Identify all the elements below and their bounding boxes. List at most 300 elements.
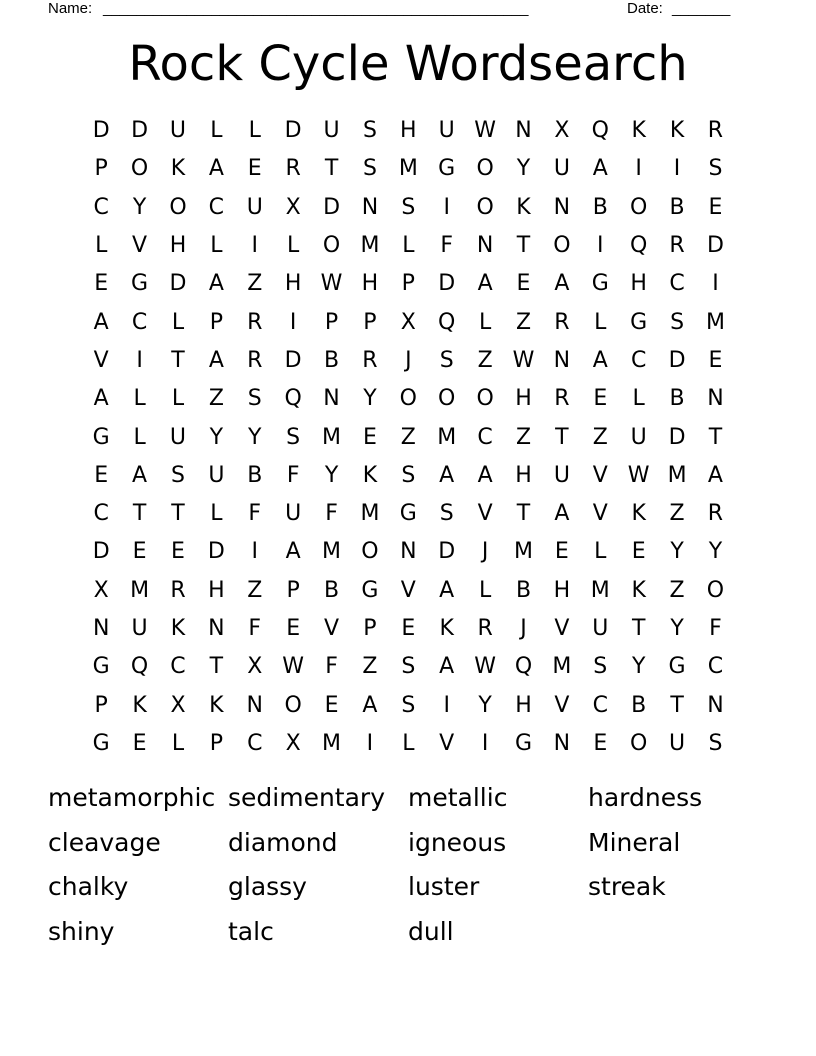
grid-letter: C (93, 501, 109, 527)
grid-letter: I (597, 233, 604, 259)
grid-letter: C (247, 730, 263, 756)
word-list-item: talc (228, 916, 274, 946)
grid-letter: Y (631, 654, 646, 680)
grid-letter: O (130, 156, 149, 182)
grid-letter: T (555, 424, 569, 450)
grid-letter: M (360, 233, 380, 259)
date-blank-line: _______ (672, 0, 731, 17)
grid-letter: Y (248, 424, 262, 450)
grid-letter: Z (247, 271, 263, 297)
grid-letter: Z (400, 424, 416, 450)
grid-letter: H (284, 271, 302, 297)
grid-letter: A (439, 654, 455, 680)
grid-letter: Q (630, 233, 648, 259)
grid-letter: U (323, 118, 340, 144)
grid-letter: T (708, 424, 723, 450)
grid-letter: E (593, 730, 608, 756)
grid-letter: R (554, 309, 570, 335)
name-blank-line: ___________________________________________________ (103, 0, 529, 17)
grid-letter: E (554, 539, 569, 565)
grid-letter: N (323, 386, 340, 412)
grid-letter: V (400, 577, 416, 603)
grid-letter: Q (438, 309, 456, 335)
header-line (48, 0, 748, 20)
grid-letter: L (133, 424, 146, 450)
word-list-item: streak (588, 872, 666, 901)
grid-letter: L (95, 233, 108, 259)
grid-letter: N (707, 692, 724, 718)
grid-letter: U (592, 616, 609, 641)
grid-letter: P (401, 271, 415, 297)
grid-letter: I (673, 156, 681, 182)
grid-letter: M (552, 654, 572, 680)
grid-letter: I (136, 347, 143, 373)
grid-letter: V (439, 730, 455, 756)
grid-letter: U (246, 194, 263, 220)
grid-letter: E (708, 194, 723, 220)
grid-letter: T (516, 233, 531, 259)
word-list-item: luster (408, 872, 480, 901)
grid-letter: B (669, 194, 685, 220)
grid-letter: E (94, 462, 109, 488)
grid-letter: B (247, 462, 263, 488)
grid-letter: E (132, 539, 147, 565)
name-label: Name: (48, 0, 93, 17)
grid-letter: I (443, 692, 450, 718)
grid-letter: O (476, 156, 494, 182)
grid-letter: Z (592, 424, 608, 450)
grid-letter: F (440, 233, 454, 259)
grid-letter: L (402, 233, 415, 259)
grid-letter: Z (669, 501, 685, 527)
grid-letter: L (594, 539, 607, 565)
grid-letter: G (361, 577, 379, 603)
grid-letter: N (208, 616, 225, 641)
grid-letter: T (631, 616, 646, 641)
grid-letter: O (706, 577, 725, 603)
grid-letter: D (438, 271, 456, 297)
grid-letter: Q (284, 386, 302, 412)
grid-letter: L (402, 730, 415, 756)
grid-letter: Y (516, 156, 531, 182)
grid-letter: A (554, 501, 570, 527)
grid-letter: S (439, 347, 454, 373)
grid-letter: P (209, 730, 223, 756)
grid-letter: Q (514, 654, 533, 680)
grid-letter: Y (324, 462, 339, 488)
grid-letter: O (476, 194, 494, 220)
grid-letter: E (247, 156, 262, 182)
grid-letter: L (171, 730, 185, 756)
grid-letter: N (515, 118, 532, 144)
grid-letter: W (282, 654, 305, 680)
grid-letter: X (554, 118, 570, 144)
grid-letter: D (207, 539, 225, 565)
date-label: Date: (627, 0, 663, 17)
grid-letter: E (171, 539, 185, 565)
grid-letter: P (209, 309, 223, 335)
grid-letter: D (92, 118, 110, 144)
grid-letter: A (592, 156, 608, 182)
grid-letter: G (668, 654, 686, 680)
grid-letter: K (631, 501, 646, 527)
grid-letter: H (169, 233, 187, 259)
grid-letter: H (361, 271, 379, 297)
grid-letter: R (170, 577, 186, 603)
grid-letter: H (515, 692, 532, 718)
grid-letter: O (553, 233, 571, 259)
grid-letter: R (247, 309, 263, 335)
grid-letter: U (669, 730, 686, 756)
grid-letter: S (401, 462, 416, 488)
word-list-item: diamond (228, 827, 338, 857)
grid-letter: R (477, 616, 493, 641)
grid-letter: C (707, 654, 724, 680)
grid-letter: R (707, 118, 724, 144)
grid-letter: R (362, 347, 378, 373)
letter-grid (82, 112, 735, 763)
grid-letter: G (438, 156, 456, 182)
grid-letter: H (208, 577, 225, 603)
grid-letter: U (438, 118, 455, 144)
grid-letter: Z (208, 386, 224, 412)
grid-letter: N (400, 539, 417, 565)
grid-letter: V (477, 501, 493, 527)
grid-letter: A (554, 271, 570, 297)
grid-letter: K (362, 462, 378, 488)
word-list-item: dull (408, 916, 454, 946)
grid-letter: F (286, 462, 300, 488)
grid-letter: K (132, 692, 147, 718)
grid-letter: N (246, 692, 263, 718)
grid-letter: B (323, 347, 340, 373)
grid-letter: P (94, 692, 108, 718)
grid-letter: M (322, 730, 342, 756)
grid-letter: G (92, 424, 110, 450)
grid-letter: N (361, 194, 379, 220)
grid-letter: O (438, 386, 456, 412)
grid-letter: A (132, 462, 148, 488)
grid-letter: S (439, 501, 454, 527)
grid-letter: V (592, 501, 608, 527)
grid-letter: L (632, 386, 645, 412)
word-list-item: hardness (588, 783, 703, 812)
grid-letter: S (401, 654, 416, 680)
grid-letter: S (247, 386, 262, 412)
grid-letter: U (131, 616, 148, 641)
grid-letter: L (594, 309, 607, 335)
grid-letter: Z (362, 654, 378, 680)
grid-letter: E (593, 386, 608, 412)
grid-letter: X (247, 654, 263, 680)
grid-letter: C (170, 654, 186, 680)
grid-letter: B (669, 386, 685, 412)
grid-letter: N (92, 616, 110, 641)
grid-letter: F (248, 501, 262, 527)
grid-letter: P (363, 616, 377, 641)
grid-letter: O (322, 233, 341, 259)
grid-letter: E (708, 347, 723, 373)
grid-letter: Y (670, 616, 684, 641)
grid-letter: O (399, 386, 417, 412)
grid-letter: M (514, 539, 533, 565)
grid-letter: Y (209, 424, 224, 450)
grid-letter: E (324, 692, 339, 718)
grid-letter: D (668, 424, 686, 450)
grid-letter: V (324, 616, 340, 641)
grid-letter: G (630, 309, 648, 335)
page-title: Rock Cycle Wordsearch (128, 36, 688, 92)
grid-letter: U (285, 501, 302, 527)
grid-letter: C (208, 194, 225, 220)
grid-letter: T (516, 501, 531, 527)
grid-letter: P (94, 156, 108, 182)
grid-letter: A (439, 577, 455, 603)
grid-letter: R (669, 233, 685, 259)
grid-letter: O (476, 386, 494, 412)
grid-letter: E (286, 616, 301, 641)
grid-letter: A (93, 309, 109, 335)
grid-letter: R (285, 156, 301, 182)
grid-letter: M (398, 156, 418, 182)
grid-letter: D (438, 539, 456, 565)
grid-letter: R (554, 386, 570, 412)
grid-letter: G (514, 730, 533, 756)
grid-letter: X (93, 577, 109, 603)
grid-letter: V (554, 616, 570, 641)
grid-letter: C (630, 347, 647, 373)
grid-letter: P (363, 309, 377, 335)
grid-letter: X (400, 309, 416, 335)
grid-letter: T (171, 501, 185, 527)
grid-letter: D (284, 347, 302, 373)
grid-letter: C (131, 309, 148, 335)
grid-letter: I (712, 271, 719, 297)
grid-letter: M (590, 577, 610, 603)
grid-letter: D (92, 539, 110, 565)
grid-letter: L (248, 118, 261, 144)
grid-letter: V (554, 692, 570, 718)
word-list-item: cleavage (48, 827, 161, 857)
grid-letter: I (251, 233, 258, 259)
grid-letter: F (248, 616, 262, 641)
grid-letter: K (631, 577, 646, 603)
word-list-item: sedimentary (228, 783, 385, 812)
grid-letter: S (670, 309, 685, 335)
grid-letter: C (477, 424, 493, 450)
grid-letter: T (670, 692, 684, 718)
word-list-item: Mineral (588, 827, 681, 857)
grid-letter: K (631, 118, 646, 144)
grid-letter: E (401, 616, 416, 641)
grid-letter: I (635, 156, 642, 182)
grid-letter: T (171, 347, 185, 373)
grid-letter: A (477, 462, 493, 488)
grid-letter: O (284, 692, 302, 718)
grid-letter: A (592, 347, 608, 373)
grid-letter: O (361, 539, 379, 565)
word-list (48, 779, 768, 957)
grid-letter: L (210, 233, 223, 259)
grid-letter: O (630, 194, 648, 220)
grid-letter: C (93, 194, 109, 220)
grid-letter: W (474, 654, 496, 680)
grid-letter: G (92, 730, 110, 756)
grid-letter: Y (670, 539, 684, 565)
grid-letter: X (285, 730, 301, 756)
grid-letter: W (627, 462, 650, 488)
grid-letter: L (210, 118, 223, 144)
grid-letter: P (286, 577, 300, 603)
grid-letter: K (209, 692, 224, 718)
grid-letter: N (553, 730, 571, 756)
grid-letter: A (477, 271, 493, 297)
grid-letter: L (478, 309, 492, 335)
word-list-item: metamorphic (48, 783, 216, 812)
grid-letter: R (247, 347, 263, 373)
grid-letter: I (366, 730, 374, 756)
grid-letter: N (476, 233, 494, 259)
grid-letter: V (132, 233, 148, 259)
grid-letter: J (520, 616, 527, 641)
grid-letter: D (169, 271, 187, 297)
word-list-item: metallic (408, 783, 508, 812)
grid-letter: D (284, 118, 302, 144)
grid-letter: B (515, 577, 532, 603)
grid-letter: O (630, 730, 648, 756)
word-list-item: shiny (48, 916, 115, 946)
grid-letter: V (93, 347, 109, 373)
grid-letter: T (324, 156, 339, 182)
grid-letter: U (169, 118, 187, 144)
grid-letter: U (553, 156, 570, 182)
word-list-item: igneous (408, 827, 507, 857)
grid-letter: A (439, 462, 455, 488)
grid-letter: D (131, 118, 149, 144)
grid-letter: I (481, 730, 489, 756)
grid-letter: B (323, 577, 340, 603)
grid-letter: S (708, 730, 723, 756)
grid-letter: O (169, 194, 187, 220)
grid-letter: B (592, 194, 608, 220)
grid-letter: J (481, 539, 489, 565)
word-list-item: chalky (48, 872, 129, 901)
grid-letter: D (706, 233, 724, 259)
grid-letter: G (399, 501, 417, 527)
grid-letter: M (322, 424, 342, 450)
grid-letter: A (208, 347, 224, 373)
grid-letter: M (437, 424, 457, 450)
grid-letter: M (130, 577, 150, 603)
grid-letter: P (324, 309, 339, 335)
grid-letter: K (170, 156, 186, 182)
grid-letter: G (131, 271, 149, 297)
grid-letter: L (478, 577, 492, 603)
grid-letter: A (93, 386, 109, 412)
grid-letter: Z (477, 347, 493, 373)
grid-letter: I (289, 309, 297, 335)
grid-letter: G (92, 654, 110, 680)
grid-letter: Y (708, 539, 723, 565)
grid-letter: X (285, 194, 301, 220)
grid-letter: N (707, 386, 724, 412)
grid-letter: N (553, 194, 571, 220)
grid-letter: H (400, 118, 417, 144)
grid-letter: K (669, 118, 685, 144)
grid-letter: H (630, 271, 647, 297)
grid-letter: X (170, 692, 186, 718)
grid-letter: A (208, 156, 224, 182)
grid-letter: S (593, 654, 608, 680)
grid-letter: Y (132, 194, 147, 220)
grid-letter: S (362, 118, 377, 144)
grid-letter: N (553, 347, 571, 373)
grid-letter: V (592, 462, 608, 488)
grid-letter: A (285, 539, 301, 565)
grid-letter: S (286, 424, 301, 450)
grid-letter: M (322, 539, 342, 565)
grid-letter: D (668, 347, 686, 373)
grid-letter: I (443, 194, 450, 220)
grid-letter: E (94, 271, 109, 297)
grid-letter: U (169, 424, 187, 450)
grid-letter: L (133, 386, 146, 412)
grid-letter: F (325, 501, 338, 527)
grid-letter: L (171, 309, 185, 335)
grid-letter: W (474, 118, 496, 144)
grid-letter: M (705, 309, 725, 335)
grid-letter: K (170, 616, 186, 641)
grid-letter: Z (247, 577, 263, 603)
grid-letter: Y (478, 692, 492, 718)
grid-letter: M (667, 462, 687, 488)
grid-letter: T (132, 501, 147, 527)
grid-letter: W (320, 271, 343, 297)
grid-letter: Z (515, 309, 532, 335)
grid-letter: L (210, 501, 223, 527)
grid-letter: K (439, 616, 454, 641)
grid-letter: A (208, 271, 224, 297)
grid-letter: W (512, 347, 535, 373)
grid-letter: C (592, 692, 608, 718)
grid-letter: F (709, 616, 722, 641)
grid-letter: R (707, 501, 724, 527)
grid-letter: H (515, 462, 532, 488)
grid-letter: Y (363, 386, 377, 412)
grid-letter: J (405, 347, 412, 373)
grid-letter: E (362, 424, 377, 450)
grid-letter: S (170, 462, 185, 488)
grid-letter: H (553, 577, 571, 603)
grid-letter: S (708, 156, 723, 182)
grid-letter: K (516, 194, 531, 220)
grid-letter: F (325, 654, 338, 680)
grid-letter: U (208, 462, 225, 488)
grid-letter: A (362, 692, 378, 718)
grid-letter: L (287, 233, 300, 259)
grid-letter: A (707, 462, 723, 488)
grid-letter: S (362, 156, 377, 182)
grid-letter: M (360, 501, 380, 527)
grid-letter: S (401, 692, 416, 718)
word-list-item: glassy (228, 872, 307, 901)
grid-letter: E (631, 539, 646, 565)
grid-letter: E (132, 730, 147, 756)
grid-letter: C (669, 271, 685, 297)
grid-letter: U (553, 462, 570, 488)
grid-letter: B (631, 692, 647, 718)
grid-letter: H (515, 386, 532, 412)
